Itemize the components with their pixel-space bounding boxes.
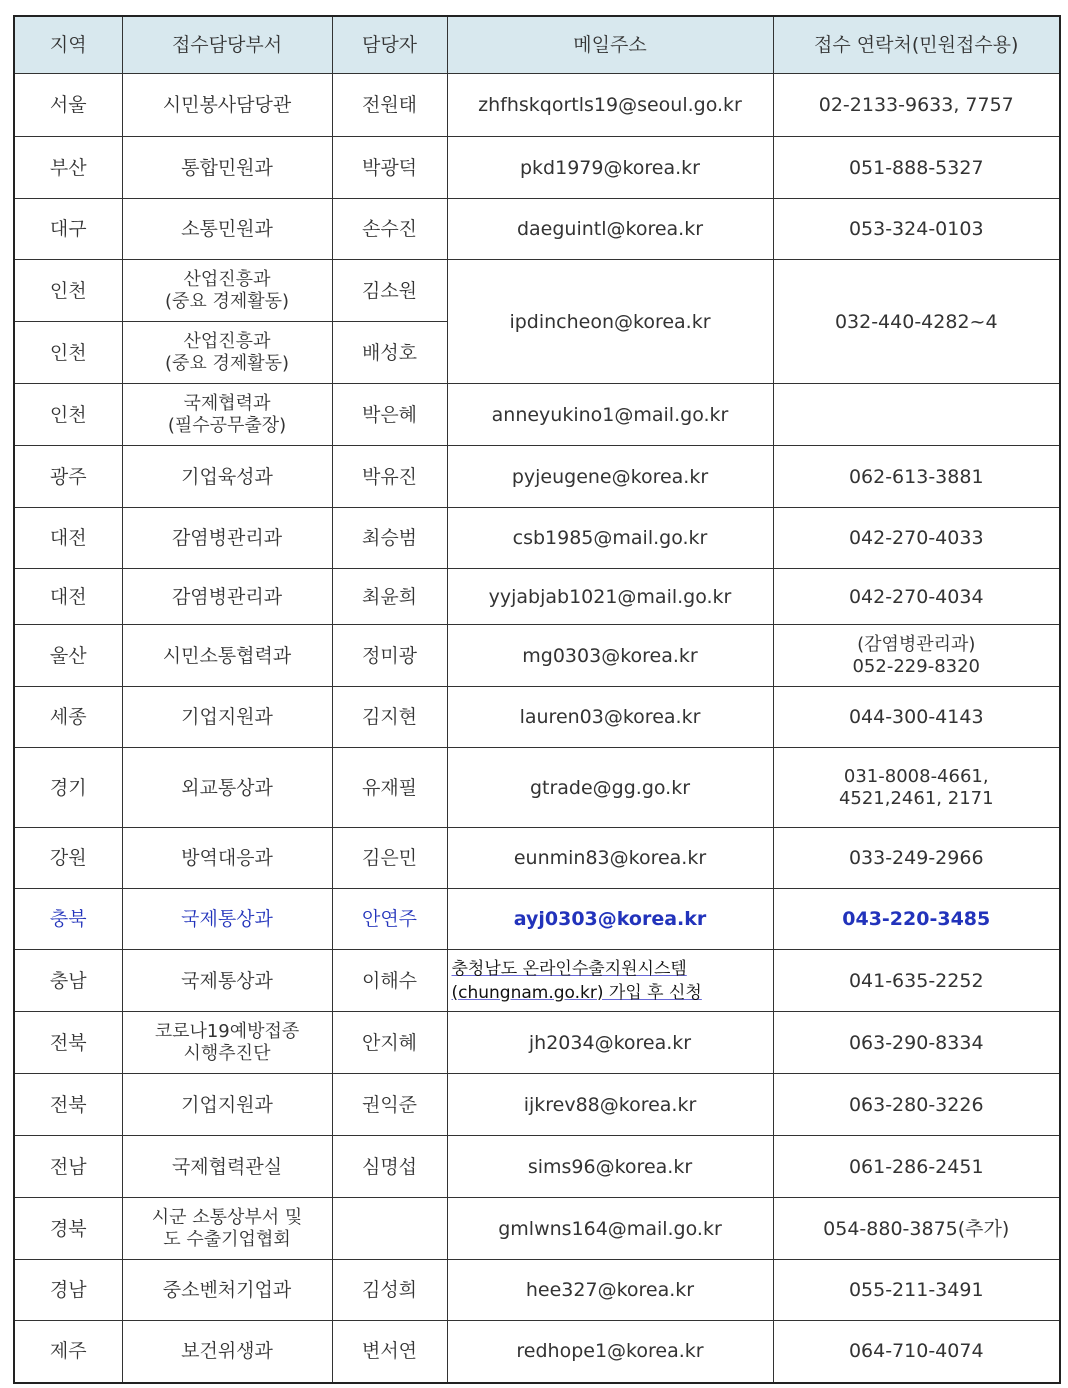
phone-cell [773,260,1060,384]
phone-cell [773,1074,1060,1136]
person-cell [332,1136,447,1198]
person-cell [332,137,447,199]
email-cell-text: pkd1979@korea.kr [519,156,700,179]
region-cell-text: 강원 [49,847,87,869]
region-cell-text: 경북 [49,1217,87,1240]
region-cell-text: 대구 [49,218,87,240]
phone-cell [773,569,1060,625]
region-cell [14,199,122,260]
email-cell [447,569,773,625]
table-row [14,1198,1060,1260]
dept-cell [122,1198,332,1260]
contact-table [13,15,1061,1384]
region-cell-text: 대전 [49,585,87,608]
dept-cell [122,889,332,950]
email-cell [447,748,773,828]
person-cell [332,748,447,828]
dept-cell-text-2: (중요 경제활동) [164,290,290,312]
region-cell-text: 경기 [49,776,87,799]
email-cell-text: eunmin83@korea.kr [513,847,707,869]
header-email: 메일주소 [447,16,773,74]
person-cell-text: 김지현 [361,706,418,728]
person-cell [332,1321,447,1383]
region-cell [14,322,122,384]
person-cell [332,1198,447,1260]
person-cell-text: 안연주 [361,908,418,930]
table-row [14,1321,1060,1383]
email-cell-text: gtrade@gg.go.kr [529,776,691,799]
person-cell [332,508,447,569]
email-cell-text: mg0303@korea.kr [522,644,698,667]
email-cell-text: hee327@korea.kr [525,1279,695,1301]
email-cell [447,137,773,199]
phone-cell-text: 063-280-3226 [848,1093,984,1116]
email-cell-text-2[interactable]: (chungnam.go.kr) 가입 후 신청 [451,982,702,1003]
phone-cell [773,1136,1060,1198]
region-cell-text: 제주 [49,1340,87,1363]
phone-cell-text: 042-270-4034 [848,585,984,608]
person-cell [332,889,447,950]
region-cell [14,1260,122,1321]
region-cell [14,828,122,889]
table-row [14,687,1060,748]
dept-cell-text-2: (중요 경제활동) [164,352,290,374]
person-cell-text: 안지혜 [361,1031,418,1054]
phone-cell [773,446,1060,508]
email-cell [447,1321,773,1383]
dept-cell-text: 소통민원과 [181,218,273,240]
person-cell-text: 박유진 [361,465,418,488]
dept-cell [122,446,332,508]
person-cell-text: 전원태 [361,94,418,116]
email-cell-text: redhope1@korea.kr [516,1340,704,1363]
phone-cell [773,748,1060,828]
person-cell-text: 심명섭 [361,1155,418,1178]
region-cell-text: 세종 [49,706,87,728]
dept-cell-text: 코로나19예방접종 [154,1020,300,1042]
table-row [14,1260,1060,1321]
person-cell [332,569,447,625]
region-cell [14,137,122,199]
table-row [14,508,1060,569]
email-cell-text: daeguintl@korea.kr [516,218,704,240]
phone-cell [773,137,1060,199]
region-cell [14,569,122,625]
region-cell-text: 인천 [49,403,87,426]
region-cell [14,446,122,508]
dept-cell-text: 국제통상과 [181,908,273,930]
phone-cell [773,384,1060,446]
dept-cell-text: 기업지원과 [181,1093,273,1116]
person-cell [332,950,447,1012]
dept-cell-text: 보건위생과 [181,1340,273,1363]
dept-cell [122,748,332,828]
dept-cell [122,260,332,322]
region-cell-text: 전남 [49,1155,87,1178]
region-cell-text: 대전 [49,527,87,549]
phone-cell [773,74,1060,137]
region-cell [14,1198,122,1260]
region-cell [14,950,122,1012]
table-row [14,569,1060,625]
email-cell-text: sims96@korea.kr [527,1155,693,1178]
person-cell-text: 유재필 [361,776,418,799]
phone-cell-text-2: 052-229-8320 [852,655,980,677]
region-cell [14,1074,122,1136]
region-cell [14,687,122,748]
dept-cell-text: 통합민원과 [181,156,273,179]
email-cell-text: gmlwns164@mail.go.kr [498,1217,722,1240]
email-cell [447,1074,773,1136]
person-cell-text: 권익준 [361,1093,418,1116]
phone-cell-text: 064-710-4074 [848,1340,984,1363]
person-cell-text: 박광덕 [361,156,418,179]
email-cell-text: ipdincheon@korea.kr [509,310,711,333]
phone-cell [773,625,1060,687]
dept-cell-text: 기업육성과 [181,465,273,488]
header-person: 담당자 [332,16,447,74]
region-cell-text: 울산 [49,644,87,667]
email-cell-text[interactable]: 충청남도 온라인수출지원시스템 [451,958,687,979]
dept-cell [122,137,332,199]
region-cell-text: 서울 [49,94,87,116]
phone-cell-text: 041-635-2252 [848,969,984,992]
dept-cell-text: 외교통상과 [181,776,273,799]
phone-cell-text: 061-286-2451 [848,1155,984,1178]
dept-cell-text: 국제협력과 [183,392,271,414]
phone-cell [773,1198,1060,1260]
dept-cell-text: 감염병관리과 [171,527,283,549]
phone-cell [773,950,1060,1012]
person-cell [332,828,447,889]
phone-cell [773,687,1060,748]
region-cell [14,260,122,322]
phone-cell-text: 043-220-3485 [842,908,991,930]
dept-cell [122,1074,332,1136]
email-cell [447,1012,773,1074]
region-cell-text: 인천 [49,341,87,364]
phone-cell [773,889,1060,950]
email-cell [447,384,773,446]
phone-cell-text: 062-613-3881 [848,465,984,488]
person-cell [332,260,447,322]
table-row [14,828,1060,889]
region-cell [14,1136,122,1198]
table-row [14,889,1060,950]
header-phone: 접수 연락처(민원접수용) [773,16,1060,74]
dept-cell-text-2: 시행추진단 [183,1042,271,1064]
region-cell [14,74,122,137]
person-cell-text: 김은민 [361,847,418,869]
dept-cell-text: 국제통상과 [181,969,273,992]
dept-cell [122,1012,332,1074]
phone-cell-text-2: 4521,2461, 2171 [838,787,994,809]
email-cell [447,74,773,137]
table-row [14,384,1060,446]
region-cell [14,889,122,950]
person-cell-text: 최윤희 [361,585,418,608]
email-cell-text: jh2034@korea.kr [528,1031,692,1054]
region-cell-text: 충북 [49,908,87,930]
table-row [14,137,1060,199]
dept-cell-text: 중소벤처기업과 [162,1279,292,1301]
region-cell [14,748,122,828]
phone-cell-text: 032-440-4282~4 [834,310,998,333]
table-row [14,1136,1060,1198]
dept-cell [122,1321,332,1383]
phone-cell-text: (감염병관리과) [857,633,976,655]
phone-cell-text: 063-290-8334 [848,1031,984,1054]
dept-cell-text-2: (필수공무출장) [167,414,287,436]
header-row [14,16,1060,74]
region-cell-text: 경남 [49,1279,87,1301]
dept-cell [122,1136,332,1198]
email-cell [447,950,773,1012]
email-cell [447,889,773,950]
phone-cell-text: 033-249-2966 [848,847,984,869]
person-cell [332,625,447,687]
dept-cell-text: 방역대응과 [181,847,273,869]
person-cell-text: 박은혜 [361,403,418,426]
table-row [14,74,1060,137]
person-cell [332,1260,447,1321]
email-cell [447,508,773,569]
phone-cell [773,199,1060,260]
person-cell-text: 김성희 [361,1279,418,1301]
dept-cell [122,625,332,687]
person-cell-text: 손수진 [361,218,418,240]
email-cell [447,260,773,384]
dept-cell [122,1260,332,1321]
dept-cell [122,950,332,1012]
person-cell [332,1012,447,1074]
dept-cell [122,74,332,137]
region-cell [14,625,122,687]
region-cell-text: 전북 [49,1093,87,1116]
dept-cell [122,569,332,625]
person-cell-text: 이해수 [361,969,418,992]
dept-cell-text: 시민소통협력과 [162,644,292,667]
table-row [14,625,1060,687]
phone-cell [773,1321,1060,1383]
phone-cell [773,1260,1060,1321]
region-cell-text: 전북 [49,1031,87,1054]
person-cell-text: 최승범 [361,527,418,549]
phone-cell-text: 02-2133-9633, 7757 [818,94,1014,116]
dept-cell-text: 기업지원과 [181,706,273,728]
dept-cell-text-2: 도 수출기업협회 [163,1228,291,1250]
email-cell-text: lauren03@korea.kr [519,706,701,728]
email-cell-text: ayj0303@korea.kr [513,908,707,930]
person-cell-text: 변서연 [361,1340,418,1363]
email-cell [447,1198,773,1260]
person-cell [332,1074,447,1136]
dept-cell-text: 감염병관리과 [171,585,283,608]
email-cell [447,828,773,889]
table-row [14,446,1060,508]
phone-cell [773,508,1060,569]
region-cell [14,1012,122,1074]
dept-cell-text: 산업진흥과 [183,330,271,352]
region-cell-text: 인천 [49,279,87,302]
phone-cell-text: 031-8008-4661, [843,765,989,787]
person-cell [332,199,447,260]
email-cell [447,446,773,508]
region-cell-text: 광주 [49,465,87,488]
table-row [14,260,1060,322]
dept-cell [122,384,332,446]
phone-cell-text: 044-300-4143 [848,706,984,728]
table-row [14,748,1060,828]
region-cell-text: 충남 [49,969,87,992]
email-cell [447,687,773,748]
phone-cell-text: 053-324-0103 [848,218,984,240]
person-cell [332,446,447,508]
phone-cell-text: 042-270-4033 [848,527,984,549]
table-row [14,950,1060,1012]
region-cell [14,1321,122,1383]
dept-cell [122,199,332,260]
dept-cell-text: 국제협력관실 [171,1155,283,1178]
dept-cell [122,508,332,569]
person-cell [332,74,447,137]
email-cell [447,1136,773,1198]
person-cell-text: 정미광 [361,644,418,667]
region-cell [14,508,122,569]
dept-cell [122,322,332,384]
region-cell [14,384,122,446]
phone-cell [773,828,1060,889]
dept-cell-text: 시군 소통상부서 및 [151,1206,303,1228]
table-row [14,1012,1060,1074]
email-cell-text: yyjabjab1021@mail.go.kr [488,585,732,608]
phone-cell-text: 054-880-3875(추가) [823,1217,1010,1240]
email-cell-text: pyjeugene@korea.kr [511,465,709,488]
email-cell [447,1260,773,1321]
phone-cell [773,1012,1060,1074]
person-cell [332,322,447,384]
person-cell [332,384,447,446]
table-row [14,199,1060,260]
region-cell-text: 부산 [49,156,87,179]
email-cell-text: anneyukino1@mail.go.kr [491,403,729,426]
person-cell-text: 김소원 [361,279,418,302]
table-row [14,1074,1060,1136]
email-cell-text: zhfhskqortls19@seoul.go.kr [478,94,742,116]
email-cell-text: ijkrev88@korea.kr [523,1093,697,1116]
person-cell-text: 배성호 [361,341,418,364]
email-cell-text: csb1985@mail.go.kr [512,527,708,549]
dept-cell [122,687,332,748]
email-cell [447,625,773,687]
dept-cell-text: 산업진흥과 [183,268,271,290]
phone-cell-text: 051-888-5327 [848,156,984,179]
dept-cell-text: 시민봉사담당관 [162,94,292,116]
header-region: 지역 [14,16,122,74]
phone-cell-text: 055-211-3491 [848,1279,984,1301]
dept-cell [122,828,332,889]
email-cell [447,199,773,260]
header-dept: 접수담당부서 [122,16,332,74]
person-cell [332,687,447,748]
